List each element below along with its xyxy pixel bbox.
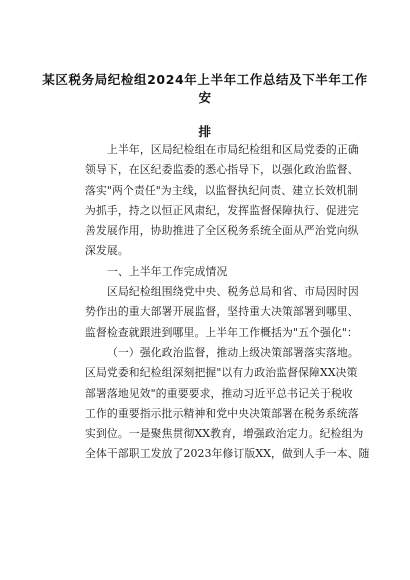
paragraph-line: 为抓手，持之以恒正风肃纪，发挥监督保障执行、促进完 — [85, 203, 359, 217]
paragraph-line: 善发展作用，协助推进了全区税务系统全面从严治党向纵 — [85, 224, 359, 238]
paragraph-political-supervision — [85, 343, 370, 465]
paragraph-line: 深发展。 — [85, 244, 129, 258]
paragraph-line: 领导下，在区纪委监委的悉心指导下，以强化政治监督、 — [85, 163, 359, 177]
document-title-line-1: 某区税务局纪检组2024年上半年工作总结及下半年工作安 — [42, 72, 368, 105]
paragraph-line: 实到位。一是聚焦贯彻XX教育，增强政治定力。纪检组为 — [85, 427, 364, 441]
paragraph-overview — [85, 282, 359, 343]
section-heading-line: 一、上半年工作完成情况 — [107, 265, 228, 278]
paragraph-line: 工作的重要指示批示精神和党中央决策部署在税务系统落 — [85, 406, 359, 420]
paragraph-line: 区局纪检组围绕党中央、税务总局和省、市局因时因 — [107, 285, 359, 298]
paragraph-line: 监督检查就跟进到哪里。上半年工作概括为"五个强化"： — [85, 325, 358, 339]
paragraph-line: 落实"两个责任"为主线，以监督执纪问责、建立长效机制 — [85, 183, 358, 197]
section-heading-1 — [85, 262, 340, 282]
document-title-line-2: 排 — [198, 124, 212, 139]
paragraph-line: 部署落地见效"的重要要求，推动习近平总书记关于税收 — [85, 386, 353, 400]
paragraph-line: （一）强化政治监督，推动上级决策部署落实落地。 — [107, 346, 359, 359]
paragraph-line: 全体干部职工发放了2023年修订版XX，做到人手一本、随 — [85, 447, 370, 461]
paragraph-line: 区局党委和纪检组深刻把握"以有力政治监督保障XX决策 — [85, 366, 358, 380]
paragraph-line: 上半年，区局纪检组在市局纪检组和区局党委的正确 — [107, 143, 359, 156]
paragraph-intro — [85, 140, 359, 262]
paragraph-line: 势作出的重大部署开展监督，坚持重大决策部署到哪里、 — [85, 305, 359, 319]
